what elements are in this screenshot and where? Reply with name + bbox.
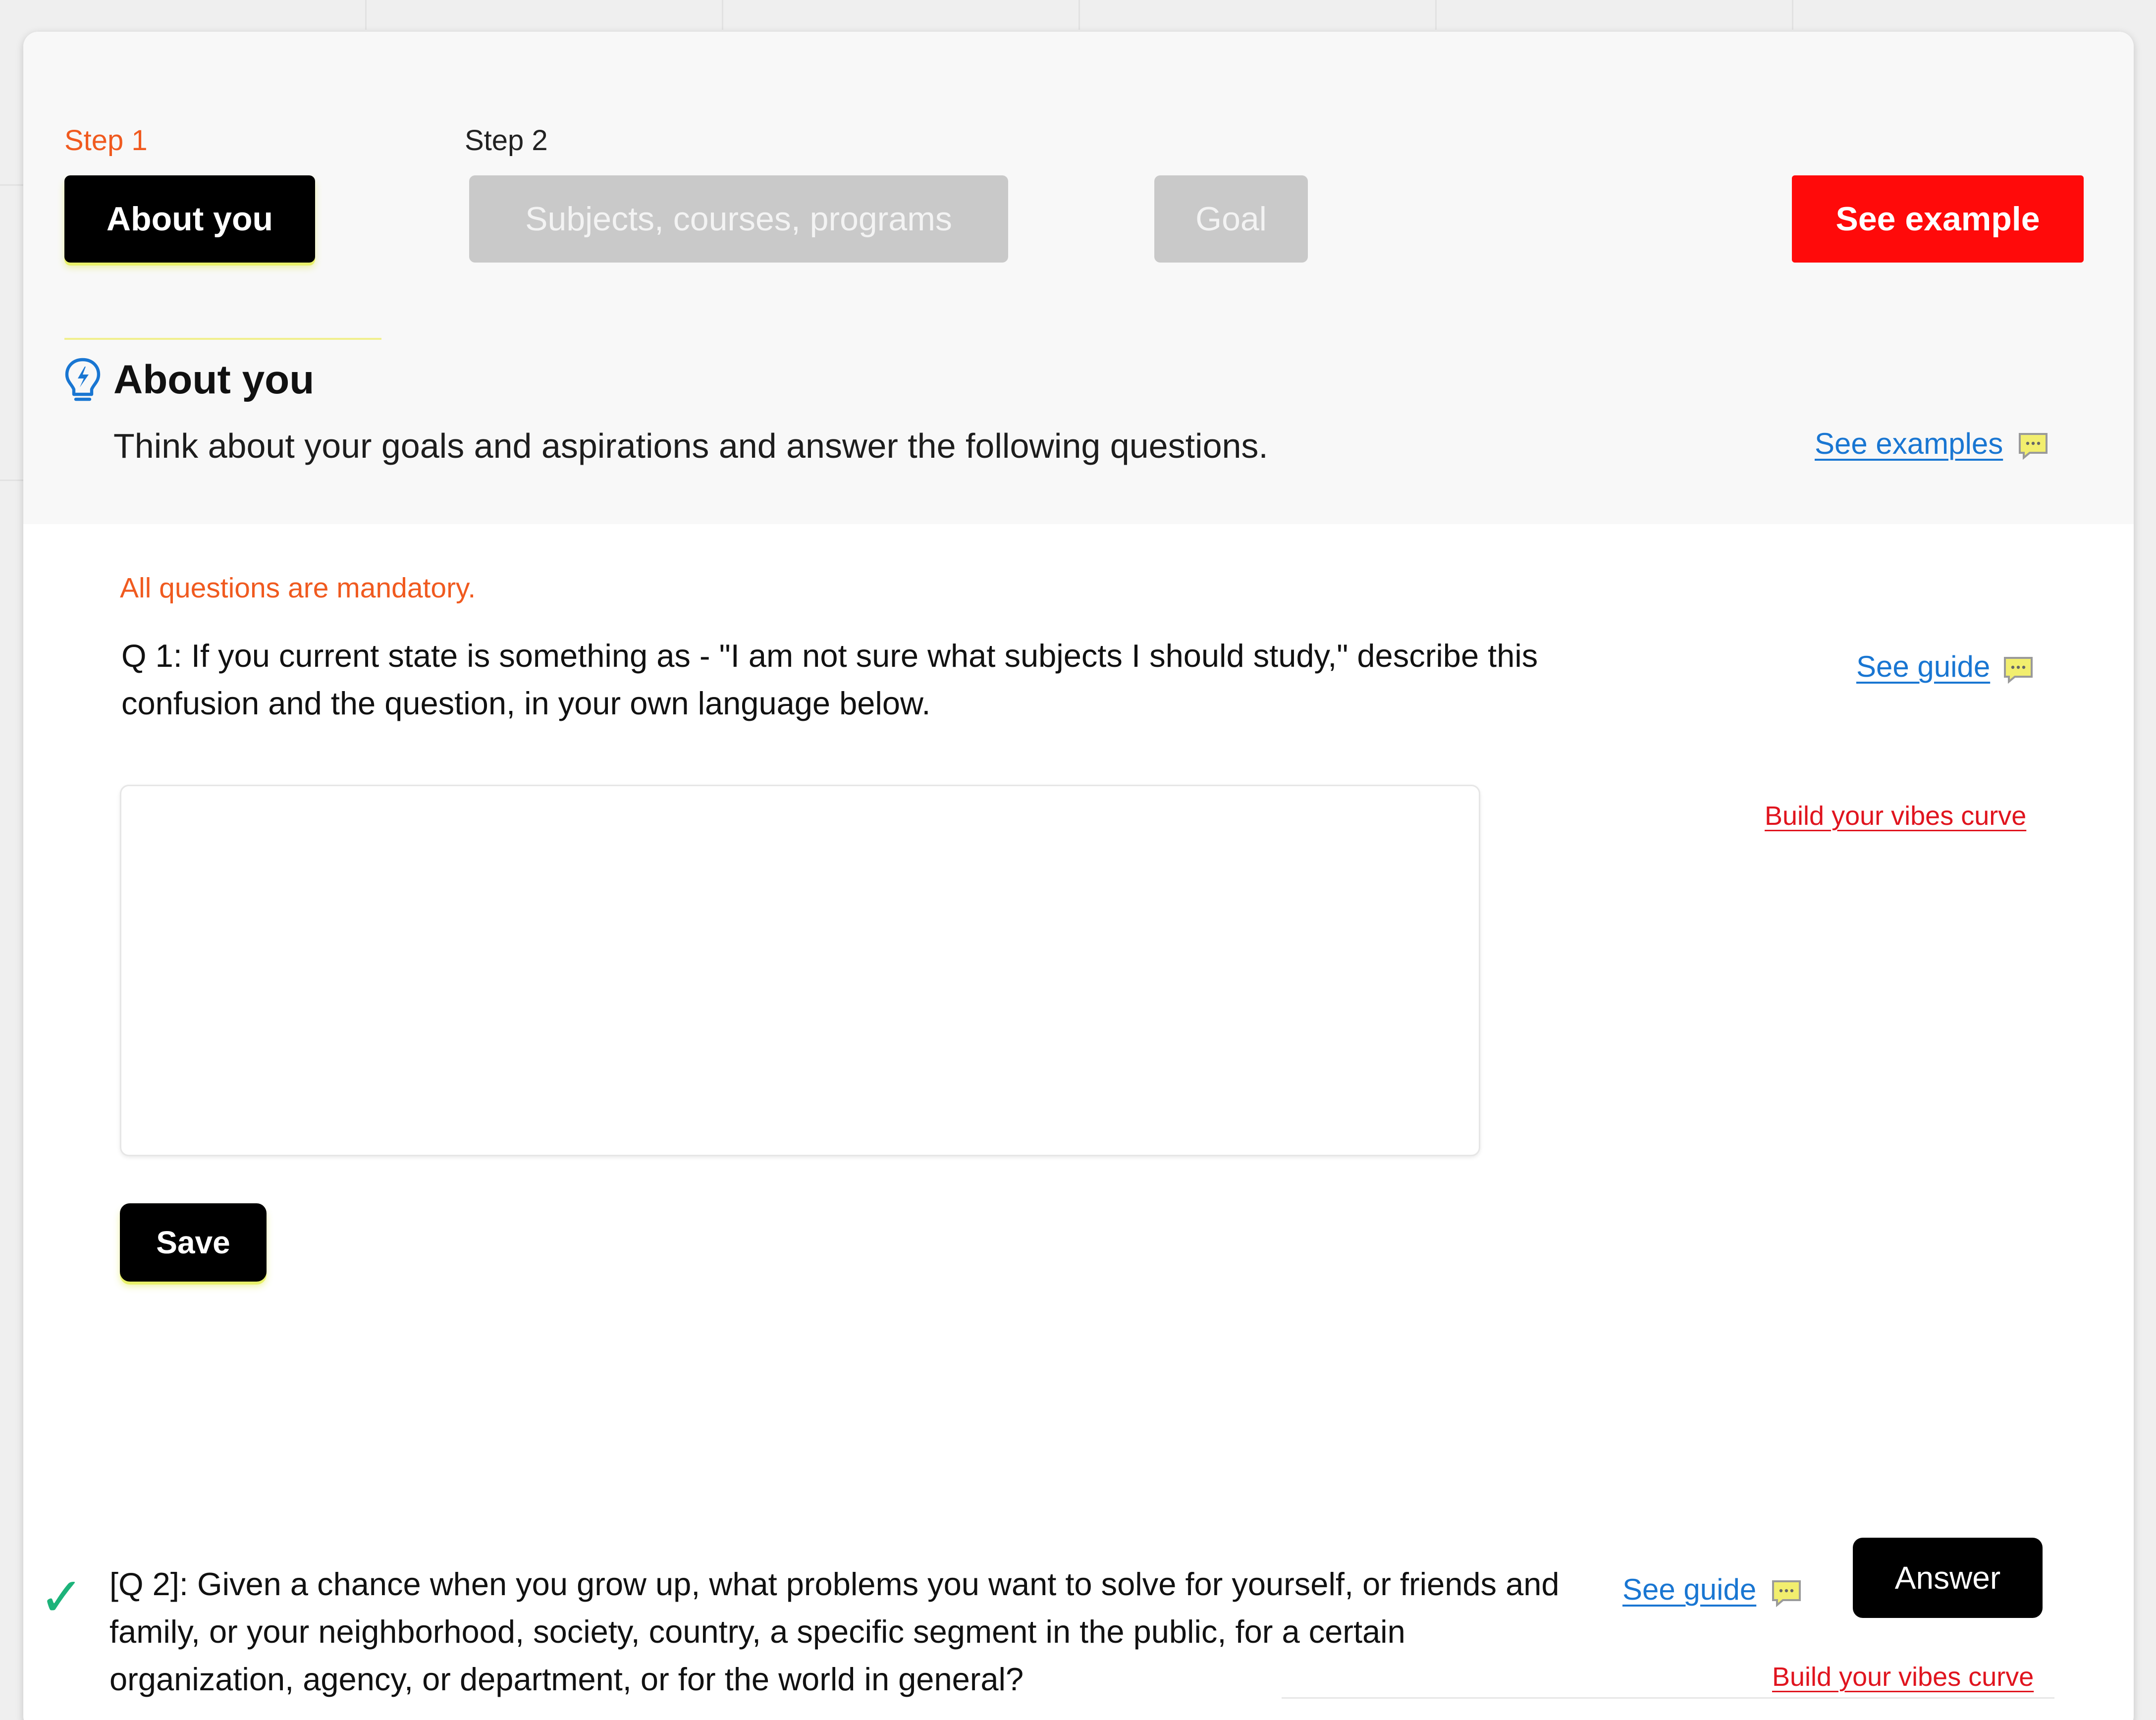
build-vibes-curve-link-q1[interactable]: Build your vibes curve (1765, 801, 2027, 831)
section-description: Think about your goals and aspirations and answer the following questions. (113, 427, 1268, 465)
answer-button[interactable]: Answer (1853, 1538, 2043, 1618)
background-grid-line (0, 184, 23, 186)
background-grid-line (0, 480, 23, 481)
see-guide-link-q1[interactable]: See guide (1856, 650, 1991, 683)
tab-subjects-courses-programs[interactable]: Subjects, courses, programs (469, 175, 1008, 263)
comment-icon[interactable] (2018, 432, 2048, 460)
background-grid-line (1078, 0, 1080, 30)
comment-icon[interactable] (2003, 656, 2034, 684)
see-guide-link-q2[interactable]: See guide (1622, 1573, 1757, 1606)
tab-about-you[interactable]: About you (64, 175, 315, 263)
step2-label: Step 2 (465, 124, 548, 157)
form-card (23, 32, 2134, 1720)
lightbulb-icon (63, 357, 103, 406)
check-icon: ✓ (39, 1566, 84, 1628)
step1-label: Step 1 (64, 124, 148, 157)
background-grid-line (365, 0, 367, 30)
question-1-text: Q 1: If you current state is something as - "I am not sure what subjects I should study," describe this confusion and the question, in your own language below. (121, 638, 1538, 721)
tab-goal[interactable]: Goal (1154, 175, 1308, 263)
question-1-answer-field[interactable] (120, 785, 1480, 1156)
background-grid-line (1435, 0, 1437, 30)
save-button[interactable]: Save (120, 1203, 267, 1282)
divider (1282, 1697, 2054, 1699)
build-vibes-curve-link-q2[interactable]: Build your vibes curve (1772, 1662, 2034, 1692)
section-heading: About you (113, 357, 315, 402)
see-example-button[interactable]: See example (1792, 175, 2084, 263)
section-divider (64, 338, 381, 340)
comment-icon[interactable] (1771, 1579, 1802, 1607)
mandatory-note: All questions are mandatory. (120, 572, 476, 604)
question-2-text: [Q 2]: Given a chance when you grow up, what problems you want to solve for yourself, or friends and family, or your neighborhood, society, country, a specific segment in the public, for a certain organization, agency, or department, or for the world in general? (109, 1566, 1560, 1697)
background-grid-line (1792, 0, 1793, 30)
background-grid-line (722, 0, 723, 30)
see-examples-link[interactable]: See examples (1815, 427, 2003, 460)
